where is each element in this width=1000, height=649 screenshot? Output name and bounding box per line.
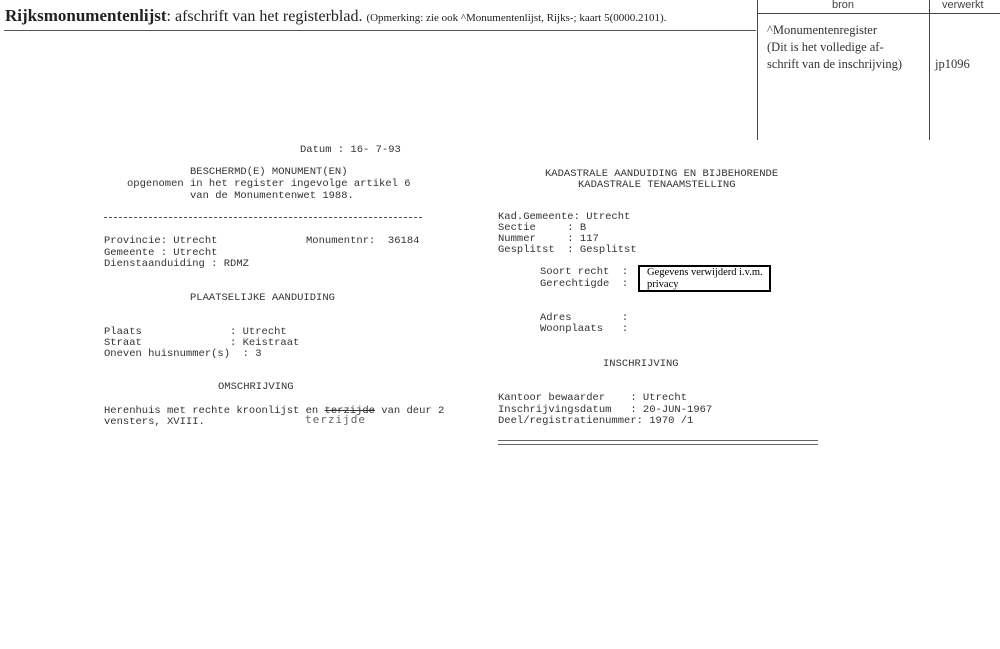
- column-header-bron: bron: [832, 0, 855, 11]
- dienstaanduiding: Dienstaanduiding : RDMZ: [104, 258, 249, 270]
- header-note: (Opmerking: zie ook ^Monumentenlijst, Rijks-; kaart 5(0000.2101).: [366, 12, 667, 24]
- straat: Straat : Keistraat: [104, 337, 300, 349]
- plaatselijke-heading: PLAATSELIJKE AANDUIDING: [190, 292, 335, 304]
- oneven-huisnummer: Oneven huisnummer(s) : 3: [104, 348, 262, 360]
- soort-recht: Soort recht :: [540, 266, 629, 278]
- woonplaats: Woonplaats :: [540, 323, 629, 335]
- verwerkt-value: jp1096: [935, 57, 970, 71]
- omschrijving-heading: OMSCHRIJVING: [218, 381, 294, 393]
- gesplitst: Gesplitst : Gesplitst: [498, 244, 637, 256]
- inschrijvingsdatum: Inschrijvingsdatum : 20-JUN-1967: [498, 404, 713, 416]
- right-heading-line: KADASTRALE AANDUIDING EN BIJBEHORENDE: [545, 168, 779, 180]
- gemeente: Gemeente : Utrecht: [104, 247, 218, 259]
- adres: Adres :: [540, 312, 629, 324]
- column-header-verwerkt: verwerkt: [942, 0, 984, 11]
- left-heading-line: van de Monumentenwet 1988.: [190, 190, 354, 202]
- omschrijving-struck: terzijde: [324, 405, 375, 417]
- omschrijving-line: vensters, XVIII.: [104, 416, 205, 428]
- omschrijving-text: Herenhuis met rechte kroonlijst en: [104, 405, 325, 417]
- bron-line: ^Monumentenregister: [767, 23, 878, 37]
- deel-registratienummer: Deel/registratienummer: 1970 /1: [498, 415, 694, 427]
- table-divider: [757, 13, 1000, 14]
- omschrijving-text: van deur 2: [374, 405, 445, 417]
- handwritten-correction: terzijde: [305, 413, 366, 426]
- plaats: Plaats : Utrecht: [104, 326, 287, 338]
- left-heading-line: BESCHERMD(E) MONUMENT(EN): [190, 166, 348, 178]
- double-rule: [498, 440, 818, 445]
- header-title-rest: : afschrift van het registerblad.: [166, 8, 363, 25]
- bron-line: (Dit is het volledige af-: [767, 40, 884, 54]
- metadata-table: [757, 0, 1000, 140]
- dashed-rule: [104, 217, 422, 218]
- privacy-notice: Gegevens verwijderd i.v.m. privacy: [638, 265, 771, 292]
- kantoor-bewaarder: Kantoor bewaarder : Utrecht: [498, 392, 688, 404]
- table-divider: [757, 0, 758, 140]
- header-rule: [4, 30, 756, 31]
- right-heading-line: KADASTRALE TENAAMSTELLING: [578, 179, 736, 191]
- datum: Datum : 16- 7-93: [300, 144, 401, 156]
- left-heading-line: opgenomen in het register ingevolge artikel 6: [127, 178, 411, 190]
- nummer: Nummer : 117: [498, 233, 599, 245]
- header-title-bold: Rijksmonumentenlijst: [5, 6, 167, 25]
- inschrijving-heading: INSCHRIJVING: [603, 358, 679, 370]
- provincie: Provincie: Utrecht: [104, 235, 218, 247]
- monumentnr: Monumentnr: 36184: [306, 235, 420, 247]
- kad-gemeente: Kad.Gemeente: Utrecht: [498, 211, 631, 223]
- bron-line: schrift van de inschrijving): [767, 57, 903, 71]
- page-header: [5, 6, 666, 26]
- table-divider: [929, 0, 930, 140]
- gerechtigde: Gerechtigde :: [540, 278, 629, 290]
- sectie: Sectie : B: [498, 222, 587, 234]
